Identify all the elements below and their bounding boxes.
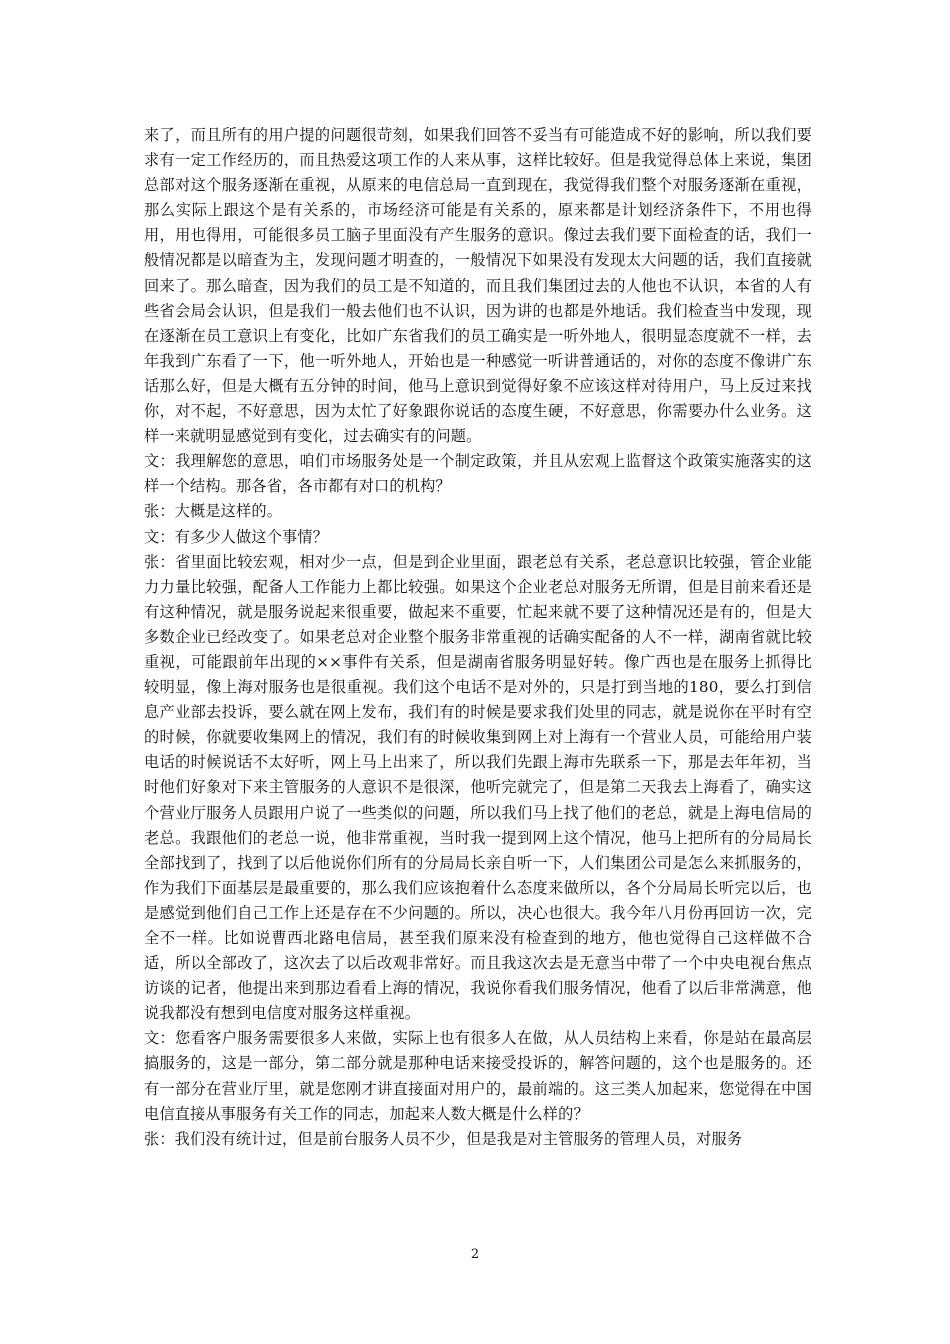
paragraph-wen-question-staff: 文：您看客户服务需要很多人来做，实际上也有很多人在做，从人员结构上来看，你是站在最高层搞服务的，这是一部分，第二部分就是那种电话来接受投诉的，解答问题的，这个也是服务的。还有一部分在营业厅里，就是您刚才讲直接面对用户的，最前端的。这三类人加起来，您觉得在中国电信直接从事服务有关工作的同志，加起来人数大概是什么样的？ xyxy=(144,1029,812,1123)
paragraph-zhang-answer-long: 张：省里面比较宏观，相对少一点，但是到企业里面，跟老总有关系，老总意识比较强，管企业能力力量比较强，配备人工作能力上都比较强。如果这个企业老总对服务无所谓，但是目前来看还是有这种情况，就是服务说起来很重要，做起来不重要，忙起来就不要了这种情况还是有的，但是大多数企业已经改变了。如果老总对企业整个服务非常重视的话确实配备的人不一样，湖南省就比较重视，可能跟前年出现的××事件有关系，但是湖南省服务明显好转。像广西也是在服务上抓得比较明显，像上海对服务也是很重视。我们这个电话不是对外的，只是打到当地的180，要么打到信息产业部去投诉，要么就在网上发布，我们有的时候是要求我们处里的同志，就是说你在平时有空的时候，你就要收集网上的情况，我们有的时候收集到网上对上海有一个营业人员，可能给用户装电话的时候说话不太好听，网上马上出来了，所以我们先跟上海市先联系一下，那是去年年初，当时他们好象对下来主管服务的人意识不是很深，他听完就完了，但是第二天我去上海看了，确实这个营业厅服务人员跟用户说了一些类似的问题，所以我们马上找了他们的老总，就是上海电信局的老总。我跟他们的老总一说，他非常重视，当时我一提到网上这个情况，他马上把所有的分局局长全部找到了，找到了以后他说你们所有的分局局长亲自听一下，人们集团公司是怎么来抓服务的，作为我们下面基层是最重要的，那么我们应该抱着什么态度来做所以，各个分局局长听完以后，也是感觉到他们自己工作上还是存在不少问题的。所以，决心也很大。我今年八月份再回访一次，完全不一样。比如说曹西北路电信局，甚至我们原来没有检查到的地方，他也觉得自己这样做不合适，所以全部改了，这次去了以后改观非常好。而且我这次去是无意当中带了一个中央电视台焦点访谈的记者，他提出来到那边看看上海的情况，我说你看我们服务情况，他看了以后非常满意，他说我都没有想到电信度对服务这样重视。 xyxy=(144,552,812,1023)
paragraph-wen-question-structure: 文：我理解您的意思，咱们市场服务处是一个制定政策，并且从宏观上监督这个政策实施落实的这样一个结构。那各省，各市都有对口的机构？ xyxy=(144,452,812,496)
paragraph-zhang-answer-short: 张：大概是这样的。 xyxy=(144,502,283,521)
paragraph-wen-question-count: 文：有多少人做这个事情？ xyxy=(144,527,329,546)
paragraph-zhang-answer-staff: 张：我们没有统计过，但是前台服务人员不少，但是我是对主管服务的管理人员，对服务 xyxy=(144,1129,743,1148)
document-body xyxy=(144,123,812,1152)
paragraph-narrative: 来了，而且所有的用户提的问题很苛刻，如果我们回答不妥当有可能造成不好的影响，所以我们要求有一定工作经历的，而且热爱这项工作的人来从事，这样比较好。但是我觉得总体上来说，集团总部对这个服务逐渐在重视，从原来的电信总局一直到现在，我觉得我们整个对服务逐渐在重视，那么实际上跟这个是有关系的，市场经济可能是有关系的，原来都是计划经济条件下，不用也得用，用也得用，可能很多员工脑子里面没有产生服务的意识。像过去我们要下面检查的话，我们一般情况都是以暗查为主，发现问题才明查的，一般情况下如果没有发现太大问题的话，我们直接就回来了。那么暗查，因为我们的员工是不知道的，而且我们集团过去的人他也不认识，本省的人有些省会局会认识，但是我们一般去他们也不认识，因为讲的也都是外地话。我们检查当中发现，现在逐渐在员工意识上有变化，比如广东省我们的员工确实是一听外地人，很明显态度就不一样，去年我到广东看了一下，他一听外地人，开始也是一种感觉一听讲普通话的，对你的态度不像讲广东话那么好，但是大概有五分钟的时间，他马上意识到觉得好象不应该这样对待用户，马上反过来找你，对不起，不好意思，因为太忙了好象跟你说话的态度生硬，不好意思，你需要办什么业务。这样一来就明显感觉到有变化，过去确实有的问题。 xyxy=(144,126,812,446)
page-number: 2 xyxy=(470,1247,480,1262)
